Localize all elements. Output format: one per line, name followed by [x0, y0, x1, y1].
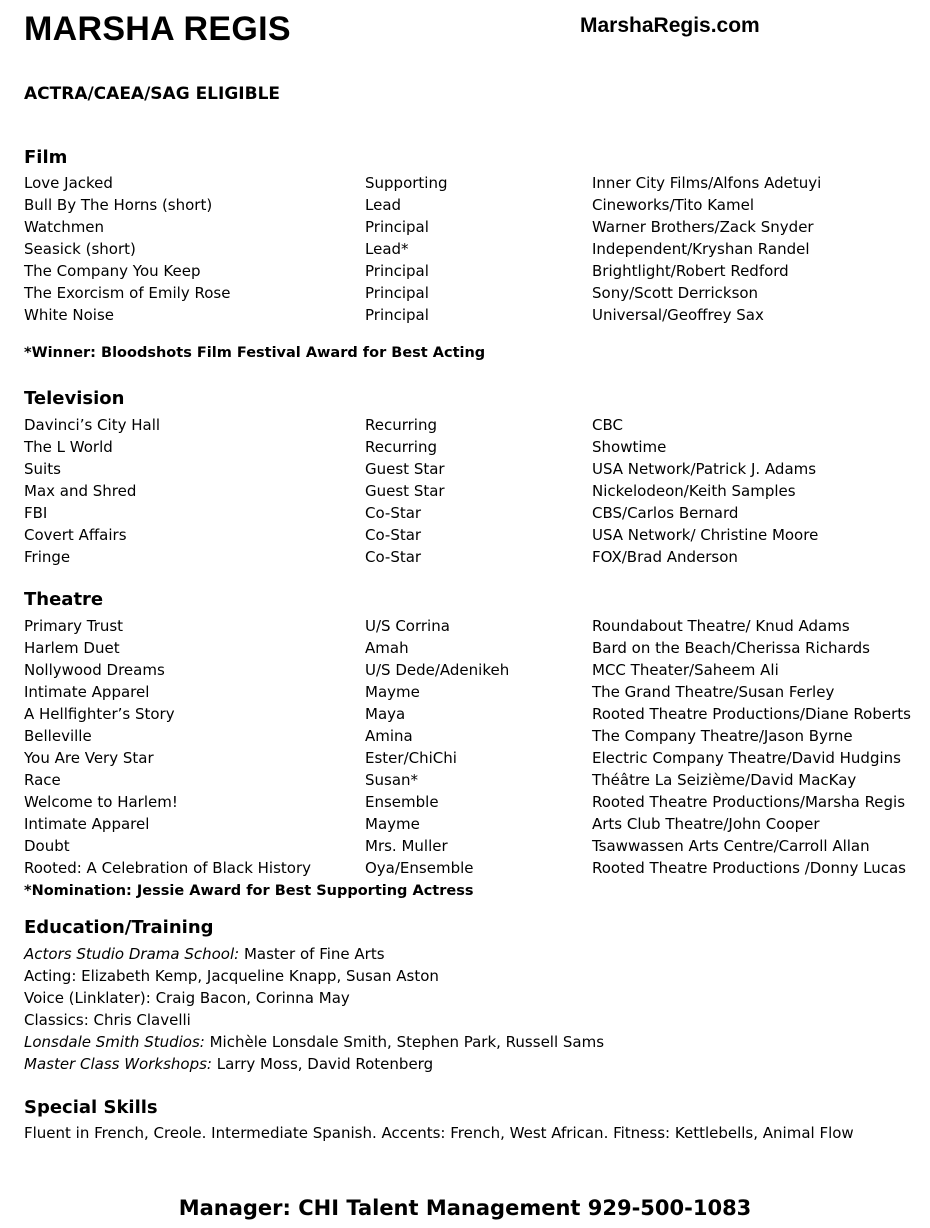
credit-title: Harlem Duet — [24, 639, 120, 657]
education-line — [24, 1053, 604, 1075]
credit-title: Doubt — [24, 837, 70, 855]
credit-role: Mayme — [365, 683, 420, 701]
credit-row — [0, 725, 930, 747]
credit-title: Nollywood Dreams — [24, 661, 165, 679]
credit-company: CBS/Carlos Bernard — [592, 504, 739, 522]
credit-row — [0, 659, 930, 681]
education-line — [24, 943, 604, 965]
credit-company: MCC Theater/Saheem Ali — [592, 661, 779, 679]
credit-role: Co-Star — [365, 504, 422, 522]
television-heading: Television — [24, 388, 125, 409]
credit-role: Principal — [365, 218, 429, 236]
credit-company: Electric Company Theatre/David Hudgins — [592, 749, 901, 767]
credit-company: Showtime — [592, 438, 667, 456]
credit-company: The Grand Theatre/Susan Ferley — [592, 683, 835, 701]
credit-role: Amina — [365, 727, 413, 745]
education-heading: Education/Training — [24, 917, 214, 938]
credit-title: Race — [24, 771, 61, 789]
education-detail: Classics: Chris Clavelli — [24, 1011, 191, 1029]
credit-title: Welcome to Harlem! — [24, 793, 178, 811]
credit-company: Universal/Geoffrey Sax — [592, 306, 764, 324]
credit-row — [0, 791, 930, 813]
credit-role: Guest Star — [365, 460, 445, 478]
credit-role: U/S Corrina — [365, 617, 450, 635]
credit-title: The Company You Keep — [24, 262, 201, 280]
credit-company: Roundabout Theatre/ Knud Adams — [592, 617, 850, 635]
credit-title: Seasick (short) — [24, 240, 136, 258]
credit-row — [0, 216, 930, 238]
credit-role: Supporting — [365, 174, 448, 192]
credit-row — [0, 282, 930, 304]
credit-company: Théâtre La Seizième/David MacKay — [592, 771, 857, 789]
credit-row — [0, 194, 930, 216]
credit-role: Lead* — [365, 240, 409, 258]
credit-row — [0, 172, 930, 194]
credit-company: Cineworks/Tito Kamel — [592, 196, 755, 214]
credit-role: Ester/ChiChi — [365, 749, 457, 767]
credit-row — [0, 681, 930, 703]
education-detail: Voice (Linklater): Craig Bacon, Corinna May — [24, 989, 350, 1007]
theatre-award-note: *Nomination: Jessie Award for Best Supporting Actress — [24, 883, 474, 899]
credit-role: Principal — [365, 306, 429, 324]
education-detail: Master of Fine Arts — [239, 945, 385, 963]
theatre-heading: Theatre — [24, 589, 104, 610]
credit-role: Lead — [365, 196, 402, 214]
education-detail: Larry Moss, David Rotenberg — [211, 1055, 434, 1073]
credit-title: Primary Trust — [24, 617, 124, 635]
union-eligibility: ACTRA/CAEA/SAG ELIGIBLE — [24, 84, 281, 104]
credit-company: USA Network/ Christine Moore — [592, 526, 819, 544]
film-heading: Film — [24, 147, 68, 168]
credit-company: Inner City Films/Alfons Adetuyi — [592, 174, 822, 192]
credit-title: Belleville — [24, 727, 92, 745]
credit-company: Brightlight/Robert Redford — [592, 262, 789, 280]
credit-row — [0, 260, 930, 282]
school-name: Actors Studio Drama School: — [24, 945, 240, 963]
credit-role: Recurring — [365, 416, 437, 434]
credit-role: Recurring — [365, 438, 437, 456]
film-credits — [0, 172, 930, 326]
credit-company: Nickelodeon/Keith Samples — [592, 482, 796, 500]
credit-row — [0, 436, 930, 458]
credit-company: CBC — [592, 416, 623, 434]
credit-role: Principal — [365, 262, 429, 280]
credit-title: Max and Shred — [24, 482, 137, 500]
credit-title: Fringe — [24, 548, 71, 566]
credit-row — [0, 304, 930, 326]
credit-row — [0, 414, 930, 436]
education-line — [24, 965, 604, 987]
credit-title: Intimate Apparel — [24, 815, 150, 833]
credit-title: Covert Affairs — [24, 526, 127, 544]
manager-contact: Manager: CHI Talent Management 929-500-1083 — [178, 1196, 752, 1220]
credit-row — [0, 524, 930, 546]
credit-row — [0, 747, 930, 769]
credit-title: Rooted: A Celebration of Black History — [24, 859, 312, 877]
website-text: MarshaRegis.com — [580, 14, 760, 37]
education-line — [24, 1009, 604, 1031]
education-detail: Michèle Lonsdale Smith, Stephen Park, Russell Sams — [204, 1033, 605, 1051]
credit-company: Independent/Kryshan Randel — [592, 240, 810, 258]
credit-row — [0, 238, 930, 260]
credit-row — [0, 835, 930, 857]
credit-title: White Noise — [24, 306, 114, 324]
credit-title: Watchmen — [24, 218, 105, 236]
credit-title: Love Jacked — [24, 174, 113, 192]
credit-title: Suits — [24, 460, 61, 478]
credit-role: Amah — [365, 639, 409, 657]
credit-title: The Exorcism of Emily Rose — [24, 284, 231, 302]
credit-role: Ensemble — [365, 793, 439, 811]
credit-row — [0, 769, 930, 791]
credit-company: USA Network/Patrick J. Adams — [592, 460, 817, 478]
credit-row — [0, 813, 930, 835]
credit-row — [0, 502, 930, 524]
credit-title: The L World — [24, 438, 113, 456]
credit-row — [0, 458, 930, 480]
credit-company: Bard on the Beach/Cherissa Richards — [592, 639, 870, 657]
school-name: Master Class Workshops: — [24, 1055, 212, 1073]
credit-title: Bull By The Horns (short) — [24, 196, 213, 214]
skills-heading: Special Skills — [24, 1097, 158, 1118]
education-detail: Acting: Elizabeth Kemp, Jacqueline Knapp, Susan Aston — [24, 967, 439, 985]
credit-role: Mayme — [365, 815, 420, 833]
credit-title: Davinci’s City Hall — [24, 416, 161, 434]
credit-row — [0, 546, 930, 568]
education-list — [24, 943, 604, 1075]
credit-company: FOX/Brad Anderson — [592, 548, 738, 566]
credit-row — [0, 480, 930, 502]
credit-title: You Are Very Star — [24, 749, 154, 767]
credit-row — [0, 703, 930, 725]
credit-company: Warner Brothers/Zack Snyder — [592, 218, 814, 236]
credit-role: Guest Star — [365, 482, 445, 500]
school-name: Lonsdale Smith Studios: — [24, 1033, 205, 1051]
credit-role: Maya — [365, 705, 406, 723]
credit-title: A Hellfighter’s Story — [24, 705, 175, 723]
credit-row — [0, 637, 930, 659]
credit-company: The Company Theatre/Jason Byrne — [592, 727, 853, 745]
skills-text: Fluent in French, Creole. Intermediate Spanish. Accents: French, West African. Fitness: Kettlebells, Animal Flow — [24, 1124, 854, 1142]
credit-title: FBI — [24, 504, 48, 522]
credit-role: U/S Dede/Adenikeh — [365, 661, 510, 679]
credit-role: Oya/Ensemble — [365, 859, 474, 877]
credit-title: Intimate Apparel — [24, 683, 150, 701]
credit-company: Rooted Theatre Productions/Diane Roberts — [592, 705, 911, 723]
credit-company: Rooted Theatre Productions/Marsha Regis — [592, 793, 906, 811]
credit-company: Sony/Scott Derrickson — [592, 284, 759, 302]
education-line — [24, 987, 604, 1009]
credit-company: Tsawwassen Arts Centre/Carroll Allan — [592, 837, 870, 855]
television-credits — [0, 414, 930, 568]
credit-row — [0, 615, 930, 637]
education-line — [24, 1031, 604, 1053]
credit-role: Principal — [365, 284, 429, 302]
film-award-note: *Winner: Bloodshots Film Festival Award for Best Acting — [24, 345, 486, 361]
actor-name: MARSHA REGIS — [24, 10, 291, 48]
credit-company: Arts Club Theatre/John Cooper — [592, 815, 820, 833]
credit-role: Co-Star — [365, 548, 422, 566]
credit-company: Rooted Theatre Productions /Donny Lucas — [592, 859, 906, 877]
credit-role: Mrs. Muller — [365, 837, 448, 855]
credit-row — [0, 857, 930, 879]
theatre-credits — [0, 615, 930, 879]
credit-role: Co-Star — [365, 526, 422, 544]
credit-role: Susan* — [365, 771, 419, 789]
